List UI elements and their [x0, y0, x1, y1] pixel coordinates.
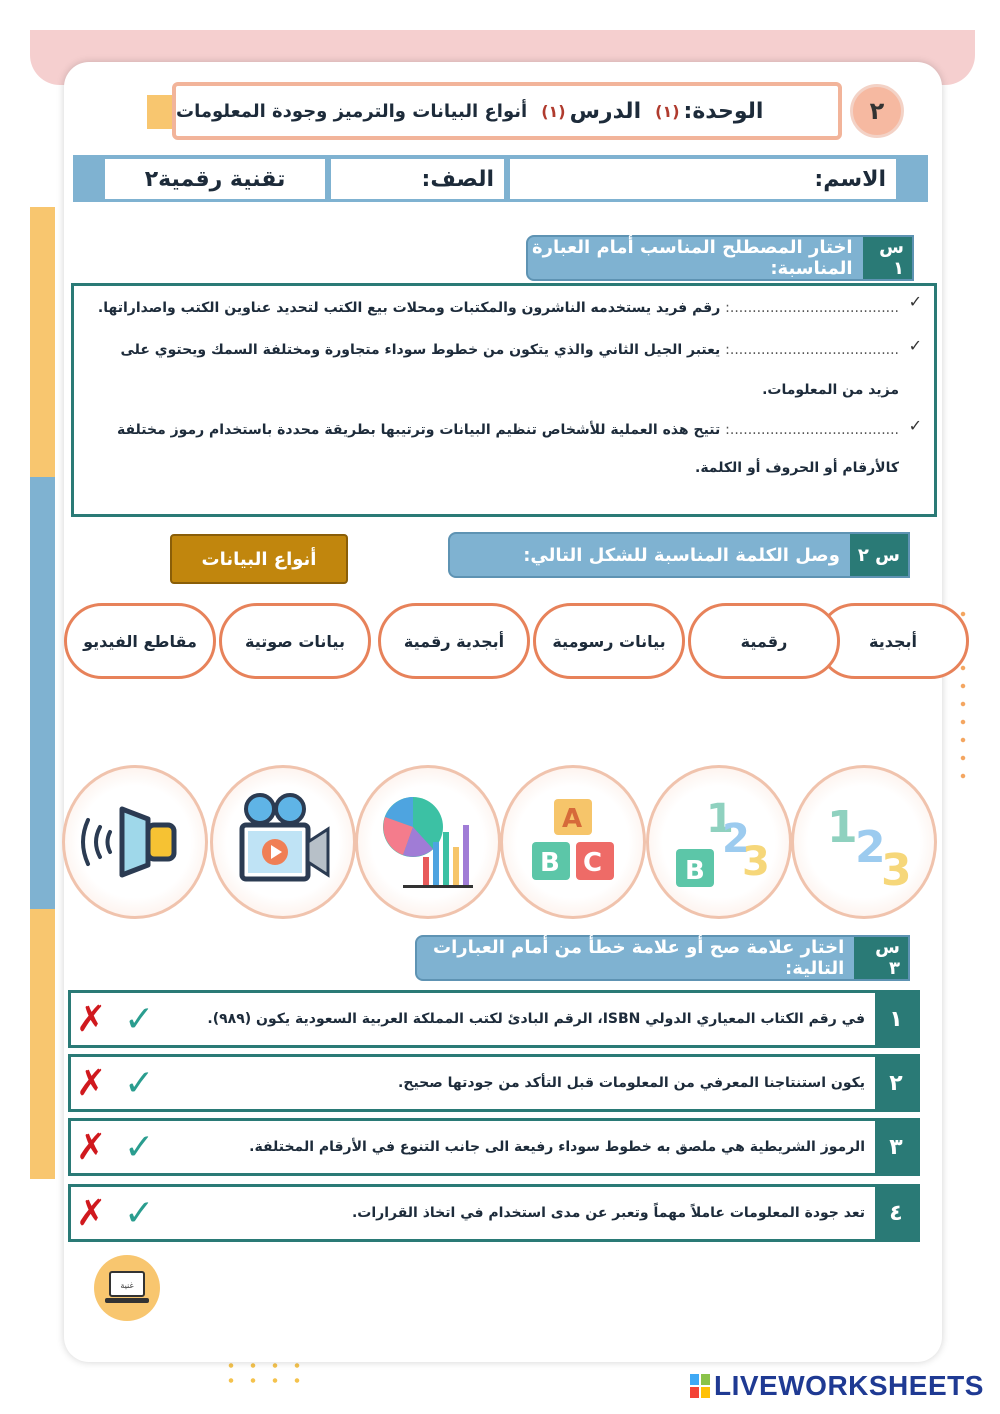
- lesson-value: (١): [541, 101, 566, 121]
- check-icon: ✓: [908, 416, 922, 435]
- chart-icon: [373, 787, 483, 897]
- glyph-3: 3: [742, 839, 770, 885]
- logo-text: غنية: [120, 1281, 134, 1290]
- video-image[interactable]: [210, 765, 356, 919]
- true-mark-icon[interactable]: ✓: [124, 999, 155, 1040]
- q3-row-number: ١: [875, 993, 917, 1045]
- data-types-label: أنواع البيانات: [170, 534, 348, 584]
- q3-row-number: ٤: [875, 1187, 917, 1239]
- true-mark-icon[interactable]: ✓: [124, 1193, 155, 1234]
- q3-row-number: ٣: [875, 1121, 917, 1173]
- q3-header: [415, 935, 910, 981]
- glyph-c: C: [583, 848, 603, 878]
- glyph-a: A: [562, 804, 583, 834]
- answer-choices: [76, 1193, 154, 1234]
- option-graphic[interactable]: بيانات رسومية: [533, 603, 685, 679]
- alphanumeric-icon: [664, 787, 774, 897]
- unit-value: (١): [655, 101, 680, 121]
- false-mark-icon[interactable]: ✗: [76, 1193, 107, 1234]
- q2-header: [448, 532, 910, 578]
- q1-box: [71, 283, 937, 517]
- numbers-icon: [809, 787, 919, 897]
- alphanumeric-image[interactable]: [646, 765, 792, 919]
- glyph-1: 1: [706, 796, 734, 842]
- left-stripe-yellow: [30, 207, 55, 477]
- q3-row-number: ٢: [875, 1057, 917, 1109]
- laptop-icon: [104, 1268, 150, 1308]
- letters-icon: [518, 787, 628, 897]
- lesson-label: الدرس: [569, 98, 642, 124]
- q2-title: وصل الكلمة المناسبة للشكل التالي:: [523, 544, 840, 566]
- q3-row-3: [68, 1118, 920, 1176]
- q3-number: س ٣: [854, 937, 908, 979]
- q3-row-text: تعد جودة المعلومات عاملاً مهماً وتعبر عن مدى استخدام في اتخاذ القرارات.: [351, 1205, 865, 1221]
- q3-row-text: الرموز الشريطية هي ملصق به خطوط سوداء رفيعة الى جانب التنوع في الأرقام المختلفة.: [249, 1139, 865, 1155]
- q1-item-2-cont: مزيد من المعلومات.: [762, 382, 899, 398]
- option-audio[interactable]: بيانات صوتية: [219, 603, 371, 679]
- lesson-title-box: [172, 82, 842, 140]
- answer-blank-3[interactable]: ......................................:: [725, 422, 899, 438]
- lesson-title: أنواع البيانات والترميز وجودة المعلومات: [176, 100, 528, 122]
- q1-item-3-cont: كالأرقام أو الحروف أو الكلمة.: [695, 460, 899, 476]
- q1-number: س ١: [863, 237, 912, 279]
- false-mark-icon[interactable]: ✗: [76, 999, 107, 1040]
- q1-item-3-text: تتيح هذه العملية للأشخاص تنظيم البيانات وترتيبها بطريقة محددة باستخدام رموز مختلفة: [116, 422, 721, 438]
- q3-row-1: [68, 990, 920, 1048]
- q3-row-text: في رقم الكتاب المعياري الدولي ISBN، الرقم البادئ لكتب المملكة العربية السعودية يكون (٩٨٩).: [207, 1011, 865, 1027]
- q1-item-3: [117, 422, 899, 438]
- q3-row-text: يكون استنتاجنا المعرفي من المعلومات قبل التأكد من جودتها صحيح.: [398, 1075, 865, 1091]
- check-icon: ✓: [908, 292, 922, 311]
- option-video[interactable]: مقاطع الفيديو: [64, 603, 216, 679]
- check-icon: ✓: [908, 336, 922, 355]
- sound-icon: [80, 787, 190, 897]
- glyph-2: 2: [722, 816, 750, 862]
- q1-title: اختار المصطلح المناسب أمام العبارة المناسبة:: [532, 237, 853, 279]
- liveworksheets-icon: [690, 1374, 710, 1398]
- answer-choices: [76, 999, 154, 1040]
- answer-choices: [76, 1063, 154, 1104]
- letters-image[interactable]: [500, 765, 646, 919]
- answer-choices: [76, 1127, 154, 1168]
- left-stripe-yellow-bottom: [30, 909, 55, 1179]
- answer-blank-1[interactable]: ......................................:: [725, 300, 899, 316]
- q3-row-4: [68, 1184, 920, 1242]
- video-icon: [228, 787, 338, 897]
- q3-row-2: [68, 1054, 920, 1112]
- glyph-3: 3: [881, 845, 912, 896]
- dots-decoration-bottom: [220, 1358, 310, 1388]
- glyph-1: 1: [827, 802, 858, 853]
- name-label: الاسم:: [814, 166, 886, 192]
- liveworksheets-brand: LIVEWORKSHEETS: [714, 1370, 984, 1401]
- q1-item-2-text: يعتبر الجيل الثاني والذي يتكون من خطوط سوداء متجاورة ومختلفة السمك ويحتوي على: [120, 342, 721, 358]
- q3-title: اختار علامة صح أو علامة خطأ من أمام العبارات التالية:: [433, 937, 845, 979]
- true-mark-icon[interactable]: ✓: [124, 1063, 155, 1104]
- sound-image[interactable]: [62, 765, 208, 919]
- teacher-logo: [94, 1255, 160, 1321]
- glyph-2: 2: [855, 822, 886, 873]
- option-numeric[interactable]: رقمية: [688, 603, 840, 679]
- unit-number-badge: ٢: [850, 84, 904, 138]
- class-field[interactable]: [328, 156, 507, 202]
- q1-item-1-text: رقم فريد يستخدمه الناشرون والمكتبات ومحلات بيع الكتب لتحديد عناوين الكتب واصداراتها.: [97, 300, 721, 316]
- true-mark-icon[interactable]: ✓: [124, 1127, 155, 1168]
- numbers-image[interactable]: [791, 765, 937, 919]
- q1-header: [526, 235, 914, 281]
- option-alphanumeric[interactable]: أبجدية رقمية: [378, 603, 530, 679]
- subject-name: تقنية رقمية٢: [102, 156, 328, 202]
- false-mark-icon[interactable]: ✗: [76, 1063, 107, 1104]
- q2-number: س ٢: [850, 534, 908, 576]
- liveworksheets-logo[interactable]: [690, 1370, 984, 1402]
- chart-image[interactable]: [355, 765, 501, 919]
- answer-blank-2[interactable]: ......................................:: [725, 342, 899, 358]
- option-alphabetic[interactable]: أبجدية: [817, 603, 969, 679]
- glyph-b: B: [540, 848, 560, 878]
- q1-item-1: [98, 300, 899, 316]
- q1-item-2: [120, 342, 899, 358]
- glyph-b: B: [685, 856, 705, 886]
- unit-label: الوحدة:: [683, 98, 764, 124]
- left-stripe-blue: [30, 477, 55, 909]
- student-name-field[interactable]: [507, 156, 899, 202]
- false-mark-icon[interactable]: ✗: [76, 1127, 107, 1168]
- class-label: الصف:: [421, 166, 494, 192]
